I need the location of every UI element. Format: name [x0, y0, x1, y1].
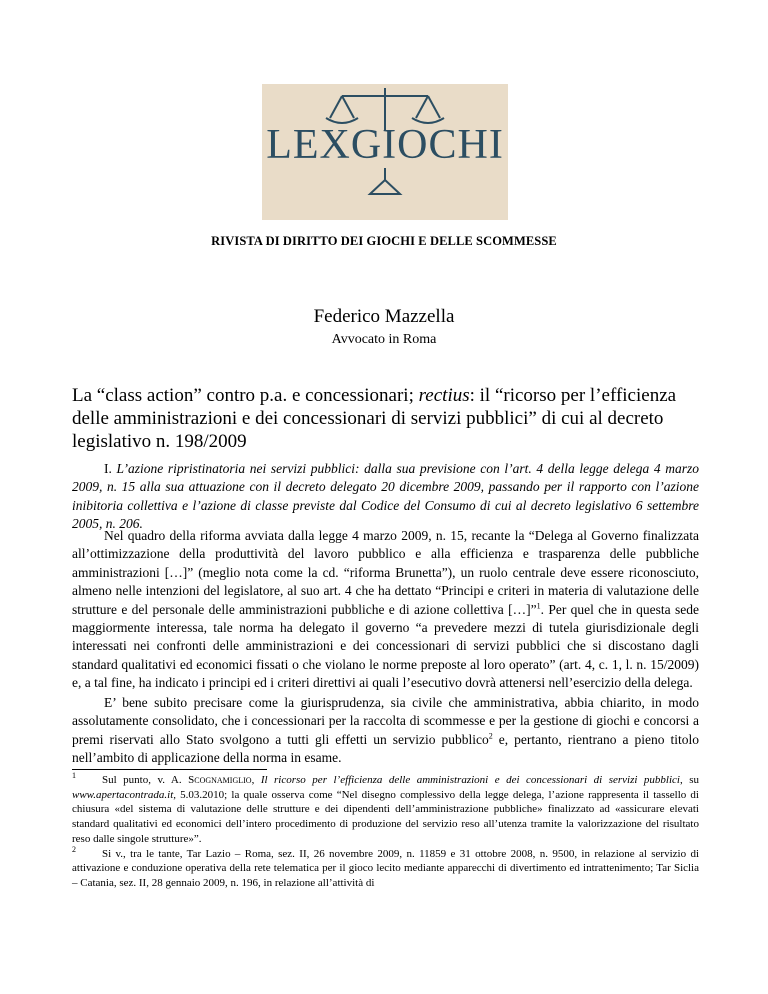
paragraph-1-text-b: . Per quel che in questa sede maggiormente interessa, tale norma ha delegato il governo “a prevedere mezzi di tutela giurisdizionale degli interessati nei confronti delle amministrazioni e dei concessionari di servizi pubblici che si discostano dagli standard qualitativi ed economici fissati o che violano le norme preposte al loro operato” (art. 4, c. 1, l. n. 15/2009) e, a tal fine, ha indicato i principi ed i criteri direttivi ai quali l’esecutivo dovrà attenersi nell’esercizio della delega. — [72, 601, 699, 691]
journal-title: RIVISTA DI DIRITTO DEI GIOCHI E DELLE SCOMMESSE — [211, 234, 557, 248]
footnote-1-text-b: , — [251, 774, 261, 786]
logo-wordmark: LEXGIOCHI — [266, 122, 504, 168]
title-part-2: : il “ricorso per l’efficienza delle amministrazioni e dei concessionari di servizi pubblici” di cui al decreto legislativo n. 198/2009 — [72, 385, 677, 452]
author-affiliation: Avvocato in Roma — [331, 332, 437, 347]
section-number: I. — [104, 461, 117, 476]
footnote-1-author: Scognamiglio — [188, 774, 252, 786]
footnote-separator — [72, 769, 267, 770]
paragraph-2 — [72, 694, 699, 768]
footnote-1-text-d: , 5.03.2010; la quale osserva come “Nel disegno complessivo della legge delega, l’azione rappresenta il tassello di chiusura «del sistema di valutazione delle strutture e dei dipendenti dell’amministrazione pubbliche» finalizzato ad «assicurare elevati standard qualitativi ed economici dell’intero procedimento di produzione del servizio reso all’utenza tramite la valorizzazione del risultato reso dalle singole strutture»”. — [72, 788, 699, 845]
footnote-2: 2 Si v., tra le tante, Tar Lazio – Roma, sez. II, 26 novembre 2009, n. 11859 e 31 ottobre 2008, n. 9500, in relazione al servizio di attivazione e conduzione operativa della rete telematica per il gioco lecito mediante apparecchi di divertimento ed intrattenimento; Tar Siclia – Catania, sez. II, 28 gennaio 2009, n. 196, in relazione all’attività di — [72, 844, 699, 889]
title-part-1: La “class action” contro p.a. e concessionari; — [72, 385, 419, 406]
paragraph-2-text-a: E’ bene subito precisare come la giurisprudenza, sia civile che amministrativa, abbia chiarito, in modo assolutamente consolidato, che i concessionari per la raccolta di scommesse e per la gestione di giochi e concorsi a premi riservati allo Stato svolgono a tutti gli effetti un servizio pubblico — [72, 695, 699, 747]
footnote-1-text-a: Sul punto, v. A. — [102, 774, 189, 786]
author-name: Federico Mazzella — [313, 306, 455, 327]
paragraph-1-text-a: Nel quadro della riforma avviata dalla legge 4 marzo 2009, n. 15, recante la “Delega al Governo finalizzata all’ottimizzazione della produttività del lavoro pubblico e alla efficienza e trasparenza delle pubbliche amministrazioni […]” (meglio nota come la cd. “riforma Brunetta”), un ruolo centrale deve essere riconosciuto, almeno nelle intenzioni del legislatore, al suo art. 4 che ha dettato “Principi e criteri in materia di valutazione delle strutture e del personale delle amministrazioni pubbliche e di azione collettiva […]” — [72, 528, 699, 617]
footnotes — [72, 773, 699, 891]
footnote-1-text-c: , su — [679, 774, 700, 786]
article-title — [72, 384, 706, 453]
footnote-1-title: Il ricorso per l’efficienza delle amministrazioni e dei concessionari di servizi pubblici — [260, 774, 680, 786]
section-heading-text: L’azione ripristinatoria nei servizi pubblici: dalla sua previsione con l’art. 4 della legge delega 4 marzo 2009, n. 15 alla sua attuazione con il decreto delegato 20 dicembre 2009, passando per il rapporto con l’azione inibitoria collettiva e l’azione di classe previste dal Codice del Consumo di cui al decreto legislativo 6 settembre 2005, n. 206. — [72, 461, 699, 532]
footnote-2-text: Si v., tra le tante, Tar Lazio – Roma, sez. II, 26 novembre 2009, n. 11859 e 31 ottobre 2008, n. 9500, in relazione al servizio di attivazione e conduzione operativa della rete telematica per il gioco lecito mediante apparecchi di divertimento ed intrattenimento; Tar Siclia – Catania, sez. II, 28 gennaio 2009, n. 196, in relazione all’attività di — [72, 847, 699, 889]
footnote-1: 1 Sul punto, v. A. Scognamiglio, Il ricorso per l’efficienza delle amministrazioni e dei concessionari di servizi pubblici, su www.apertacontrada.it, 5.03.2010; la quale osserva come “Nel disegno complessivo della legge delega, l’azione rappresenta il tassello di chiusura «del sistema di valutazione delle strutture e dei dipendenti dell’amministrazione pubbliche» finalizzato ad «assicurare elevati standard qualitativi ed economici dell’intero procedimento di produzione del servizio reso all’utenza tramite la valorizzazione del risultato reso dalle singole strutture»”. — [72, 771, 700, 845]
title-rectius: rectius — [418, 385, 470, 406]
footnote-1-website[interactable]: www.apertacontrada.it — [72, 788, 174, 801]
footnote-ref-1[interactable]: 1 — [536, 601, 541, 611]
paragraph-1 — [72, 527, 699, 693]
footnote-ref-2[interactable]: 2 — [488, 731, 493, 741]
paragraph-2-text-b: e, pertanto, rientrano a pieno titolo nell’ambito di applicazione della norma in esame. — [72, 731, 699, 766]
journal-logo — [262, 84, 508, 220]
section-heading — [72, 460, 699, 534]
